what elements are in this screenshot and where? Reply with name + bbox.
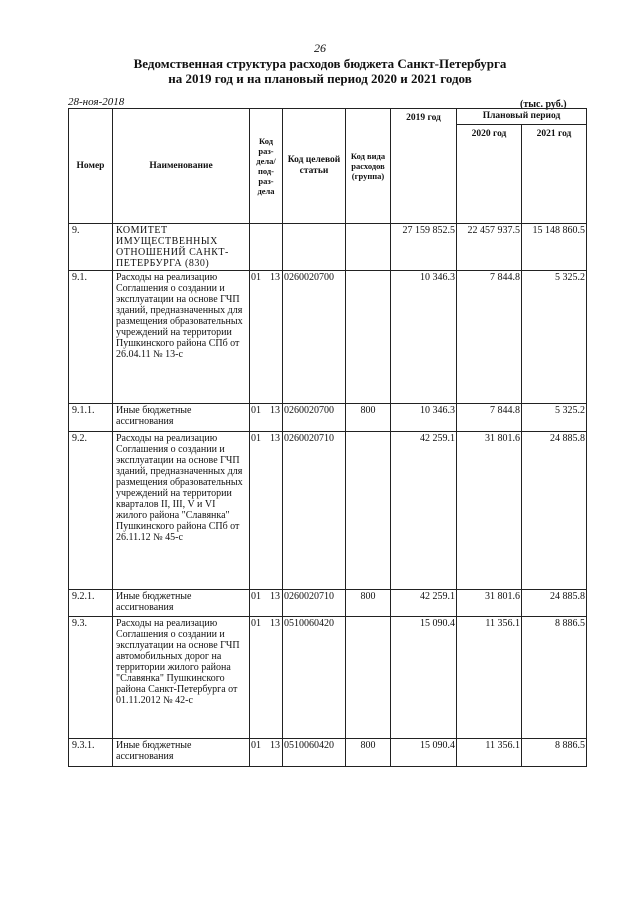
row-2019: 42 259.1	[391, 432, 457, 590]
row-type	[346, 617, 391, 739]
row-2019: 10 346.3	[391, 404, 457, 432]
row-section: 01 13	[250, 739, 283, 767]
row-target: 0260020710	[283, 590, 346, 617]
row-target	[283, 224, 346, 271]
header-target-code: Код целевой статьи	[283, 109, 346, 224]
row-2019: 42 259.1	[391, 590, 457, 617]
table-row	[69, 432, 587, 590]
row-2021: 8 886.5	[522, 617, 587, 739]
row-name: Расходы на реализацию Соглашения о создании и эксплуатации на основе ГЧП зданий, предназначенных для размещения образовательных учреждений на территории кварталов II, III, V и VI жилого района "Славянка" Пушкинского района СПб от 26.11.12 № 45-с	[113, 432, 250, 590]
table-row	[69, 739, 587, 767]
row-section: 01 13	[250, 404, 283, 432]
row-2021: 8 886.5	[522, 739, 587, 767]
header-name: Наименование	[113, 109, 250, 224]
row-2021: 15 148 860.5	[522, 224, 587, 271]
row-number: 9.3.1.	[69, 739, 113, 767]
row-type	[346, 271, 391, 404]
row-target: 0260020710	[283, 432, 346, 590]
header-number: Номер	[69, 109, 113, 224]
row-2020: 7 844.8	[457, 404, 522, 432]
header-section-code: Код раз- дела/ под- раз- дела	[250, 109, 283, 224]
row-type	[346, 224, 391, 271]
row-number: 9.2.	[69, 432, 113, 590]
row-name: Иные бюджетные ассигнования	[113, 404, 250, 432]
row-type: 800	[346, 739, 391, 767]
row-2019: 15 090.4	[391, 617, 457, 739]
row-2020: 31 801.6	[457, 432, 522, 590]
header-2021: 2021 год	[522, 125, 587, 224]
row-2020: 11 356.1	[457, 617, 522, 739]
row-name: Иные бюджетные ассигнования	[113, 739, 250, 767]
page-number: 26	[314, 41, 326, 55]
title-line-1: Ведомственная структура расходов бюджета Санкт-Петербурга	[133, 56, 507, 71]
row-2021: 5 325.2	[522, 404, 587, 432]
row-2019: 15 090.4	[391, 739, 457, 767]
table-row	[69, 224, 587, 271]
table-row	[69, 271, 587, 404]
table-row	[69, 404, 587, 432]
row-number: 9.2.1.	[69, 590, 113, 617]
row-number: 9.1.1.	[69, 404, 113, 432]
document-title	[0, 56, 640, 86]
row-type: 800	[346, 404, 391, 432]
row-section	[250, 224, 283, 271]
header-expense-type-code: Код вида расходов (группа)	[346, 109, 391, 224]
header-2019: 2019 год	[391, 109, 457, 224]
row-number: 9.	[69, 224, 113, 271]
row-target: 0510060420	[283, 617, 346, 739]
row-2019: 10 346.3	[391, 271, 457, 404]
row-name: Расходы на реализацию Соглашения о создании и эксплуатации на основе ГЧП автомобильных дорог на территории жилого района "Славянка" Пушкинского района Санкт-Петербурга от 01.11.2012 № 42-с	[113, 617, 250, 739]
units-label: (тыс. руб.)	[520, 99, 567, 110]
row-section: 01 13	[250, 432, 283, 590]
row-2020: 7 844.8	[457, 271, 522, 404]
row-name: КОМИТЕТ ИМУЩЕСТВЕННЫХ ОТНОШЕНИЙ САНКТ-ПЕТЕРБУРГА (830)	[113, 224, 250, 271]
row-2021: 5 325.2	[522, 271, 587, 404]
row-2019: 27 159 852.5	[391, 224, 457, 271]
row-name: Иные бюджетные ассигнования	[113, 590, 250, 617]
row-target: 0260020700	[283, 404, 346, 432]
row-type: 800	[346, 590, 391, 617]
header-2020: 2020 год	[457, 125, 522, 224]
row-2020: 11 356.1	[457, 739, 522, 767]
row-2021: 24 885.8	[522, 432, 587, 590]
budget-table	[68, 108, 587, 767]
row-section: 01 13	[250, 590, 283, 617]
row-2020: 31 801.6	[457, 590, 522, 617]
header-plan-period: Плановый период	[457, 109, 587, 125]
row-2020: 22 457 937.5	[457, 224, 522, 271]
row-2021: 24 885.8	[522, 590, 587, 617]
table-row	[69, 617, 587, 739]
row-name: Расходы на реализацию Соглашения о создании и эксплуатации на основе ГЧП зданий, предназначенных для размещения образовательных учреждений на территории Пушкинского района СПб от 26.04.11 № 13-с	[113, 271, 250, 404]
row-number: 9.1.	[69, 271, 113, 404]
table-row	[69, 590, 587, 617]
document-date: 28-ноя-2018	[68, 96, 125, 108]
row-target: 0260020700	[283, 271, 346, 404]
row-type	[346, 432, 391, 590]
row-section: 01 13	[250, 617, 283, 739]
title-line-2: на 2019 год и на плановый период 2020 и 2021 годов	[168, 71, 472, 86]
row-target: 0510060420	[283, 739, 346, 767]
row-section: 01 13	[250, 271, 283, 404]
row-number: 9.3.	[69, 617, 113, 739]
